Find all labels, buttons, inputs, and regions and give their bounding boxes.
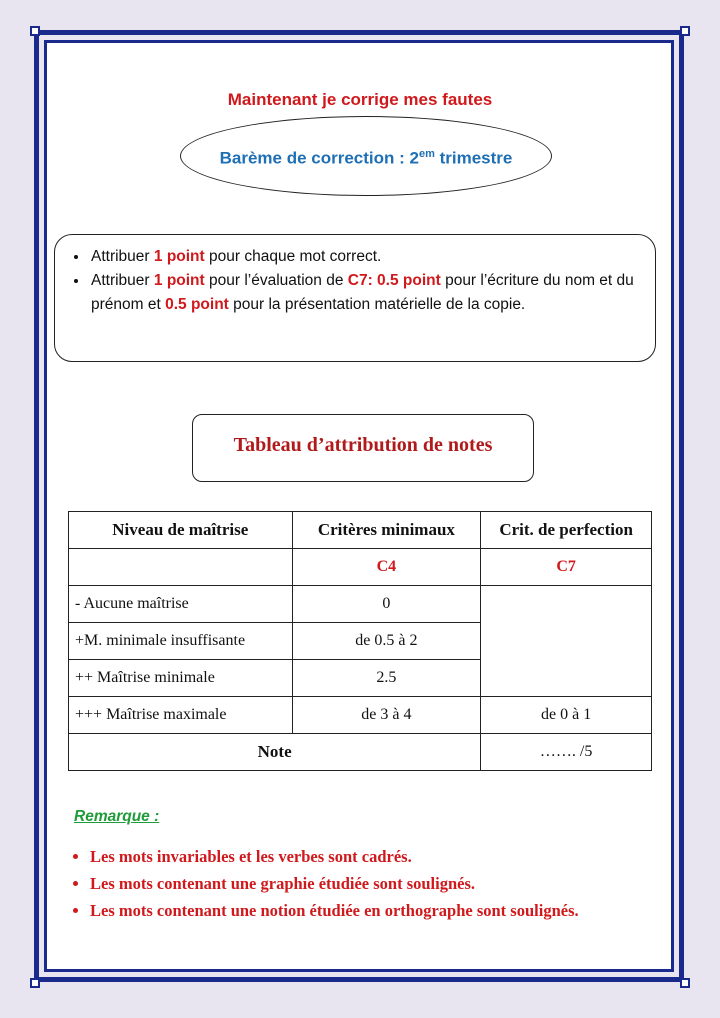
level-cell: +++ Maîtrise maximale (69, 697, 293, 734)
c4-cell: de 0.5 à 2 (292, 623, 481, 660)
corner-ornament (30, 26, 40, 36)
note-label: Note (69, 734, 481, 771)
code-cell: C4 (292, 549, 481, 586)
corner-ornament (30, 978, 40, 988)
level-cell: - Aucune maîtrise (69, 586, 293, 623)
remark-list (70, 843, 690, 924)
table-code-row (69, 549, 652, 586)
remark-item: • Les mots contenant une notion étudiée en orthographe sont soulignés. (90, 897, 690, 924)
c7-cell: de 0 à 1 (481, 697, 652, 734)
level-cell: +M. minimale insuffisante (69, 623, 293, 660)
empty-cell (69, 549, 293, 586)
rule-item: • Attribuer 1 point pour l’évaluation de C7: 0.5 point pour l’écriture du nom et du prénom et 0.5 point pour la présentation matérielle de la copie. (89, 269, 635, 317)
code-cell: C7 (481, 549, 652, 586)
note-value: ……. /5 (481, 734, 652, 771)
level-cell: ++ Maîtrise minimale (69, 660, 293, 697)
corner-ornament (680, 978, 690, 988)
c7-merged-cell (481, 586, 652, 697)
table-header-row (69, 512, 652, 549)
remark-item: • Les mots contenant une graphie étudiée sont soulignés. (90, 870, 690, 897)
grading-table (68, 511, 652, 771)
rule-item: • Attribuer 1 point pour chaque mot correct. (89, 245, 635, 269)
header-cell: Niveau de maîtrise (69, 512, 293, 549)
corner-ornament (680, 26, 690, 36)
document-page (52, 48, 668, 966)
c4-cell: 0 (292, 586, 481, 623)
remark-label: Remarque : (74, 808, 160, 825)
table-row (69, 586, 652, 623)
c4-cell: de 3 à 4 (292, 697, 481, 734)
c4-cell: 2.5 (292, 660, 481, 697)
table-title: Tableau d’attribution de notes (233, 434, 493, 456)
table-note-row (69, 734, 652, 771)
remark-item: • Les mots invariables et les verbes sont cadrés. (90, 843, 690, 870)
header-cell: Critères minimaux (292, 512, 481, 549)
page-title: Maintenant je corrige mes fautes (227, 90, 493, 109)
bareme-heading: Barème de correction : $2^{em}$ trimestre (219, 148, 513, 168)
header-cell: Crit. de perfection (481, 512, 652, 549)
grading-rules-box (54, 234, 656, 362)
table-row (69, 697, 652, 734)
